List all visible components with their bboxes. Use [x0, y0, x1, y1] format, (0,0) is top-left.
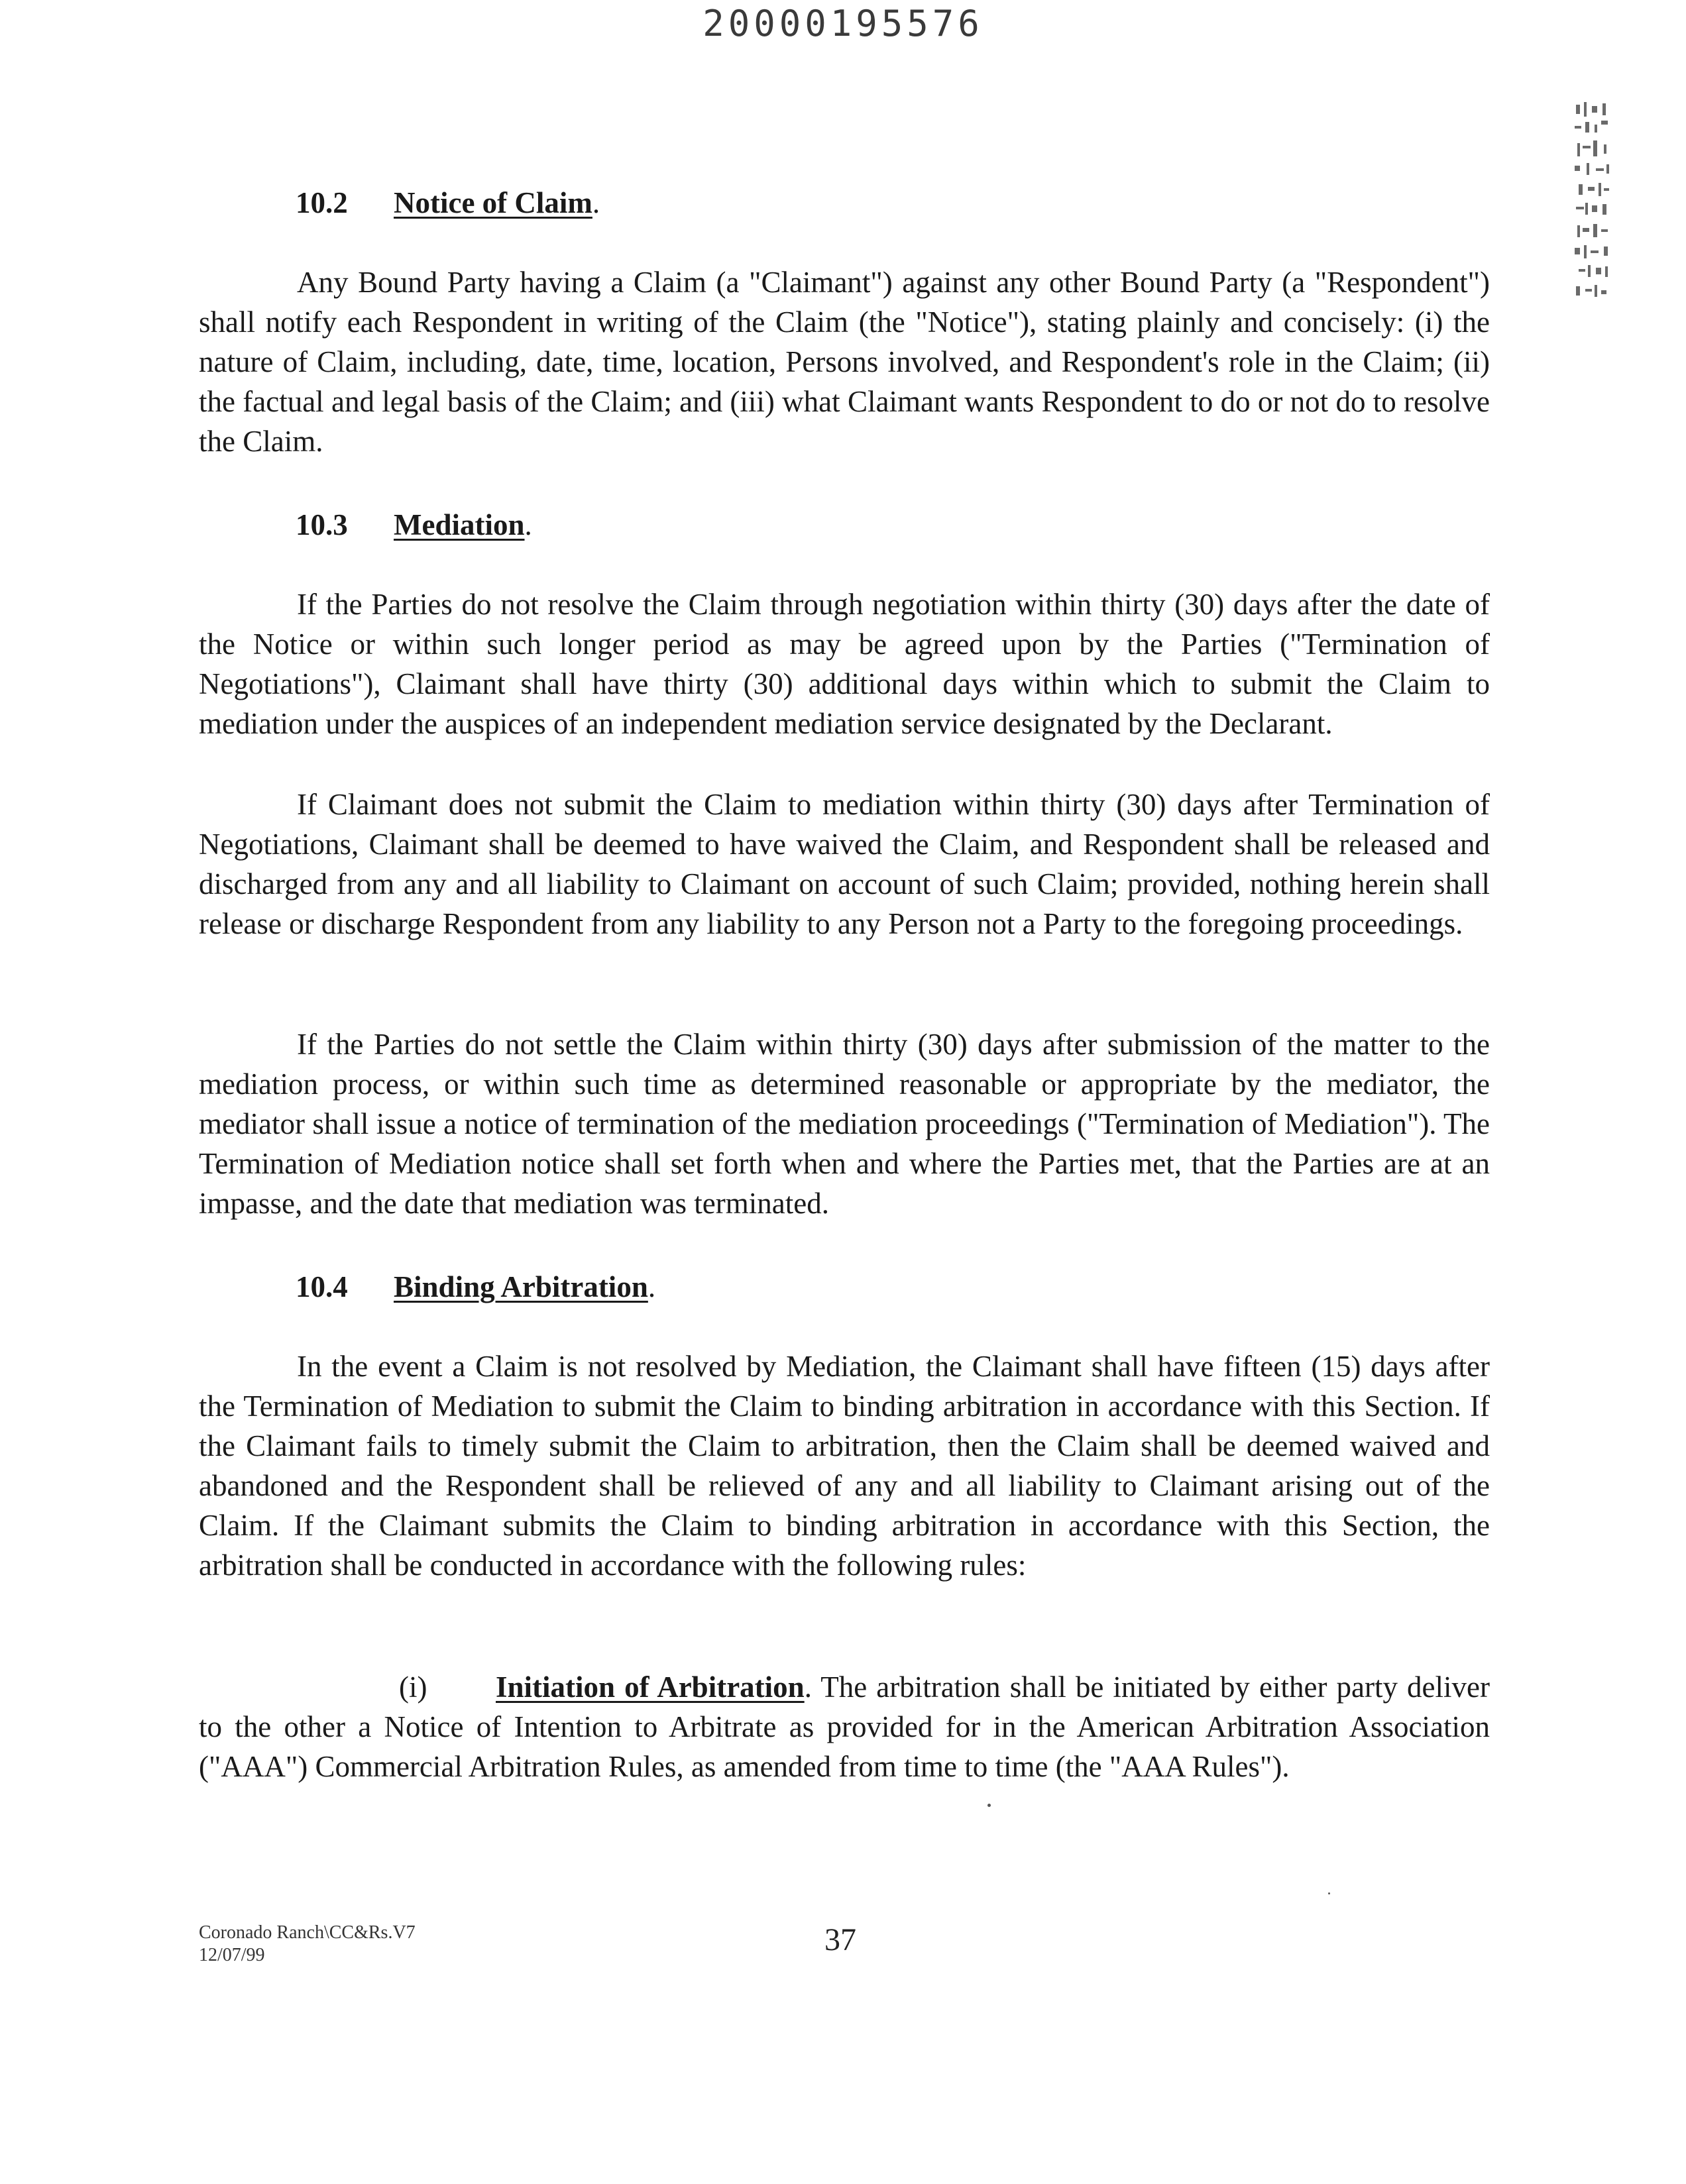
- scan-stamp-mark: [1573, 99, 1612, 301]
- section-10-2-paragraph-1: Any Bound Party having a Claim (a "Claimant") against any other Bound Party (a "Respondent") shall notify each Respondent in writing of the Claim (the "Notice"), stating plainly and concisely: (i) the nature of Claim, including, date, time, location, Persons involved, and Respondent's role in the Claim; (ii) the factual and legal basis of the Claim; and (iii) what Claimant wants Respondent to do or not do to resolve the Claim.: [199, 266, 1490, 458]
- item-i-text: The arbitration shall be initiated by either party deliver to the other a Notice of Intention to Arbitrate as provided for in the American Arbitration Association ("AAA") Commercial Arbitration Rules, as amended from time to time (the "AAA Rules").: [199, 1670, 1490, 1783]
- section-10-4-heading: 10.4 Binding Arbitration.: [296, 1267, 655, 1307]
- section-10-3-heading: 10.3 Mediation.: [296, 505, 532, 545]
- section-10-4-item-i: (i) Initiation of Arbitration. The arbitration shall be initiated by either party deliver to the other a Notice of Intention to Arbitrate as provided for in the American Arbitration Association ("AAA") Commercial Arbitration Rules, as amended from time to time (the "AAA Rules").: [199, 1667, 1490, 1786]
- section-10-2-title: Notice of Claim: [394, 186, 592, 219]
- item-i-marker: (i): [399, 1670, 427, 1704]
- section-10-2-heading: 10.2 Notice of Claim.: [296, 183, 600, 223]
- footer-doc-ref: Coronado Ranch\CC&Rs.V7: [199, 1922, 416, 1943]
- section-10-3-paragraph-2: If Claimant does not submit the Claim to mediation within thirty (30) days after Termination of Negotiations, Claimant shall be deemed to have waived the Claim, and Respondent shall be released and discharged from any and all liability to Claimant on account of such Claim; provided, nothing herein shall release or discharge Respondent from any liability to any Person not a Party to the foregoing proceedings.: [199, 788, 1490, 940]
- document-number: 20000195576: [702, 3, 984, 44]
- footer-reference: [199, 1922, 416, 1967]
- item-i-title: Initiation of Arbitration: [496, 1670, 805, 1704]
- section-10-3-paragraph-1: If the Parties do not resolve the Claim through negotiation within thirty (30) days after the date of the Notice or within such longer period as may be agreed upon by the Parties ("Termination of Negotiations"), Claimant shall have thirty (30) additional days within which to submit the Claim to mediation under the auspices of an independent mediation service designated by the Declarant.: [199, 588, 1490, 740]
- section-10-2-number: 10.2: [296, 186, 348, 219]
- page-number: 37: [824, 1922, 856, 1957]
- section-10-4-number: 10.4: [296, 1270, 348, 1303]
- section-10-4-paragraph-1: In the event a Claim is not resolved by Mediation, the Claimant shall have fifteen (15) days after the Termination of Mediation to submit the Claim to binding arbitration in accordance with this Section. If the Claimant fails to timely submit the Claim to arbitration, then the Claim shall be deemed waived and abandoned and the Respondent shall be relieved of any and all liability to Claimant arising out of the Claim. If the Claimant submits the Claim to binding arbitration in accordance with this Section, the arbitration shall be conducted in accordance with the following rules:: [199, 1350, 1490, 1582]
- section-10-4-title: Binding Arbitration: [394, 1270, 648, 1303]
- scan-speck: [1328, 1892, 1330, 1894]
- footer-date: 12/07/99: [199, 1945, 265, 1965]
- section-10-3-number: 10.3: [296, 508, 348, 541]
- scan-speck: [987, 1804, 991, 1807]
- section-10-3-paragraph-3: If the Parties do not settle the Claim within thirty (30) days after submission of the matter to the mediation process, or within such time as determined reasonable or appropriate by the mediator, the mediator shall issue a notice of termination of the mediation proceedings ("Termination of Mediation"). The Termination of Mediation notice shall set forth when and where the Parties met, that the Parties are at an impasse, and the date that mediation was terminated.: [199, 1028, 1490, 1220]
- section-10-3-title: Mediation: [394, 508, 525, 541]
